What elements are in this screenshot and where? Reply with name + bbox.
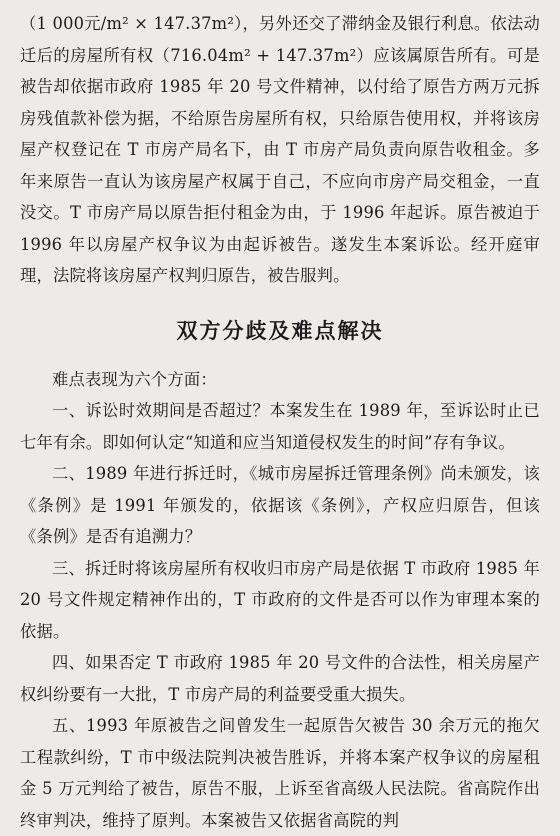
difficulty-intro-paragraph: 难点表现为六个方面： xyxy=(52,369,217,389)
difficulty-five-paragraph: 五、1993 年原被告之间曾发生一起原告欠被告 30 余万元的拖欠工程款纠纷，T 市中级法院判决被告胜诉，并将本案产权争议的房屋租金 5 万元判给了被告，原告不服，上诉至省高级人民法院。省高院作出终审判决，维持了原判。本案被告又依据省高院的判 xyxy=(20,716,540,830)
section-heading: 双方分歧及难点解决 xyxy=(176,318,384,343)
difficulty-one-paragraph: 一、诉讼时效期间是否超过？本案发生在 1989 年，至诉讼时止已七年有余。即如何认定“知道和应当知道侵权发生的时间”存有争议。 xyxy=(20,401,540,452)
difficulty-four-paragraph: 四、如果否定 T 市政府 1985 年 20 号文件的合法性，相关房屋产权纠纷要有一大批，T 市房产局的利益要受重大损失。 xyxy=(20,653,540,704)
difficulty-three-paragraph: 三、拆迁时将该房屋所有权收归市房产局是依据 T 市政府 1985 年 20 号文件规定精神作出的，T 市政府的文件是否可以作为审理本案的依据。 xyxy=(20,558,540,641)
intro-paragraph: （1 000元/m² × 147.37m²），另外还交了滞纳金及银行利息。依法动迁后的房屋所有权（716.04m² + 147.37m²）应该属原告所有。可是被告却依据市政府 1985 年 20 号文件精神，以付给了原告方两万元拆房残值款补偿为据，不给原告房屋所有权，只给原告使用权，并将该房屋产权登记在 T 市房产局名下，由 T 市房产局负责向原告收租金。多年来原告一直认为该房屋产权属于自己，不应向市房产局交租金，一直没交。T 市房产局以原告拒付租金为由，于 1996 年起诉。原告被迫于 1996 年以房屋产权争议为由起诉被告。遂发生本案诉讼。经开庭审理，法院将该房屋产权判归原告，被告服判。 xyxy=(20,14,540,285)
difficulty-two-paragraph: 二、1989 年进行拆迁时，《城市房屋拆迁管理条例》尚未颁发，该《条例》是 1991 年颁发的，依据该《条例》，产权应归原告，但该《条例》是否有追溯力？ xyxy=(20,464,540,546)
